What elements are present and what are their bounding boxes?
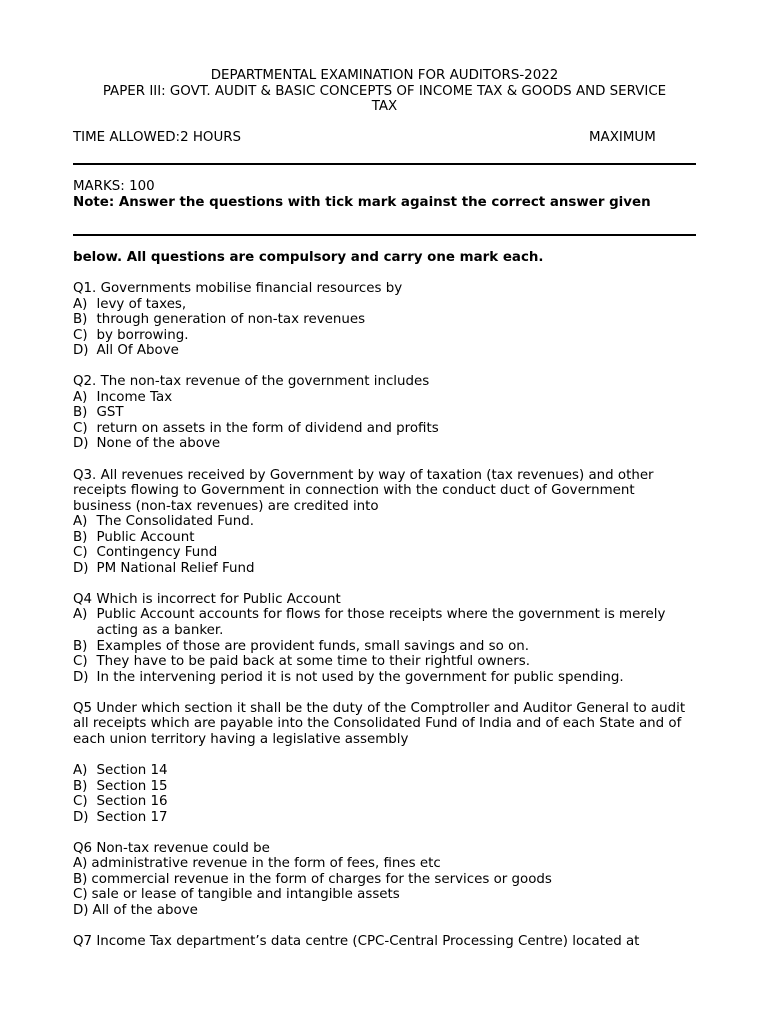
option-text: Section 16 xyxy=(96,794,168,810)
option-label: A) xyxy=(73,607,88,623)
option-text: Public Account xyxy=(96,529,195,545)
option-label: D) xyxy=(73,809,89,825)
option-label: B) xyxy=(73,638,88,654)
option-a[interactable] xyxy=(73,763,696,779)
option-text: Contingency Fund xyxy=(96,545,218,561)
option-c[interactable] xyxy=(73,421,696,437)
question-4 xyxy=(73,592,696,685)
option-label: D) xyxy=(73,669,89,685)
option-b[interactable] xyxy=(73,872,696,888)
option-text: Section 15 xyxy=(96,778,168,794)
option-text: Public Account accounts for flows for those receipts where the government is merely acting as a banker. xyxy=(96,607,666,639)
option-label: B) xyxy=(73,778,88,794)
option-label: A) xyxy=(73,389,88,405)
option-text: Section 17 xyxy=(96,809,168,825)
option-b[interactable] xyxy=(73,530,696,546)
note-line-2: below. All questions are compulsory and carry one mark each. xyxy=(73,250,544,265)
option-label: B) xyxy=(73,405,88,421)
option-text: Section 14 xyxy=(96,762,168,778)
option-label: C) xyxy=(73,545,88,561)
divider-top xyxy=(73,163,696,165)
option-d[interactable] xyxy=(73,810,696,826)
option-label: A) xyxy=(73,856,88,872)
paper-title-continued: TAX xyxy=(371,99,398,115)
option-text: They have to be paid back at some time to their rightful owners. xyxy=(96,654,530,670)
max-marks: MARKS: 100 xyxy=(73,179,155,194)
option-c[interactable] xyxy=(73,654,696,670)
option-label: B) xyxy=(73,871,88,887)
option-text: sale or lease of tangible and intangible assets xyxy=(91,887,400,903)
option-text: In the intervening period it is not used by the government for public spending. xyxy=(96,669,624,685)
option-label: D) xyxy=(73,902,89,918)
option-a[interactable] xyxy=(73,856,696,872)
option-text: through generation of non-tax revenues xyxy=(96,312,366,328)
option-label: D) xyxy=(73,343,89,359)
option-b[interactable] xyxy=(73,639,696,655)
option-c[interactable] xyxy=(73,794,696,810)
option-label: C) xyxy=(73,887,88,903)
question-text: Q5 Under which section it shall be the duty of the Comptroller and Auditor General to audit all receipts which are payable into the Consolidated Fund of India and of each State and of each union territory having a legislative assembly xyxy=(73,700,686,747)
option-label: C) xyxy=(73,327,88,343)
option-b[interactable] xyxy=(73,779,696,795)
time-row xyxy=(73,130,696,146)
option-text: administrative revenue in the form of fees, fines etc xyxy=(91,856,441,872)
option-text: commercial revenue in the form of charges for the services or goods xyxy=(91,871,552,887)
option-a[interactable] xyxy=(73,297,696,313)
option-d[interactable] xyxy=(73,436,696,452)
question-list xyxy=(73,281,696,965)
question-3 xyxy=(73,468,696,577)
spacer xyxy=(73,747,696,763)
option-label: A) xyxy=(73,514,88,530)
option-c[interactable] xyxy=(73,328,696,344)
option-label: C) xyxy=(73,654,88,670)
question-1 xyxy=(73,281,696,359)
option-text: Examples of those are provident funds, small savings and so on. xyxy=(96,638,530,654)
option-d[interactable] xyxy=(73,561,696,577)
option-d[interactable] xyxy=(73,903,696,919)
question-5 xyxy=(73,701,696,825)
question-text: Q1. Governments mobilise financial resources by xyxy=(73,281,403,296)
option-label: C) xyxy=(73,794,88,810)
option-d[interactable] xyxy=(73,343,696,359)
question-text: Q7 Income Tax department’s data centre (CPC-Central Processing Centre) located at xyxy=(73,933,640,949)
maximum-label: MAXIMUM xyxy=(589,130,656,145)
question-text: Q4 Which is incorrect for Public Account xyxy=(73,591,341,607)
option-c[interactable] xyxy=(73,545,696,561)
question-2 xyxy=(73,374,696,452)
option-text: The Consolidated Fund. xyxy=(96,514,254,530)
option-text: None of the above xyxy=(96,436,221,452)
option-label: A) xyxy=(73,296,88,312)
option-c[interactable] xyxy=(73,887,696,903)
option-a[interactable] xyxy=(73,607,696,638)
option-label: D) xyxy=(73,560,89,576)
time-allowed: TIME ALLOWED:2 HOURS xyxy=(73,130,242,145)
option-text: levy of taxes, xyxy=(96,296,187,312)
question-text: Q6 Non-tax revenue could be xyxy=(73,840,270,856)
exam-title: DEPARTMENTAL EXAMINATION FOR AUDITORS-2022 xyxy=(210,68,559,83)
option-label: A) xyxy=(73,762,88,778)
question-7 xyxy=(73,934,696,950)
divider-bottom xyxy=(73,234,696,236)
option-a[interactable] xyxy=(73,514,696,530)
option-text: by borrowing. xyxy=(96,327,189,343)
option-b[interactable] xyxy=(73,405,696,421)
exam-header xyxy=(73,68,696,115)
option-d[interactable] xyxy=(73,670,696,686)
option-text: All of the above xyxy=(92,902,198,918)
option-b[interactable] xyxy=(73,312,696,328)
option-text: All Of Above xyxy=(96,343,179,359)
option-label: B) xyxy=(73,312,88,328)
option-label: C) xyxy=(73,420,88,436)
question-6 xyxy=(73,841,696,919)
option-text: GST xyxy=(96,405,124,421)
option-label: B) xyxy=(73,529,88,545)
option-text: PM National Relief Fund xyxy=(96,560,255,576)
option-text: Income Tax xyxy=(96,389,173,405)
option-text: return on assets in the form of dividend and profits xyxy=(96,420,439,436)
question-text: Q2. The non-tax revenue of the government includes xyxy=(73,374,430,390)
question-text: Q3. All revenues received by Government by way of taxation (tax revenues) and other receipts flowing to Government in connection with the conduct duct of Government business (non-tax revenues) are credited into xyxy=(73,467,654,514)
note-line-1: Note: Answer the questions with tick mark against the correct answer given xyxy=(73,195,651,210)
option-a[interactable] xyxy=(73,390,696,406)
paper-title: PAPER III: GOVT. AUDIT & BASIC CONCEPTS OF INCOME TAX & GOODS AND SERVICE xyxy=(102,83,667,99)
option-label: D) xyxy=(73,436,89,452)
